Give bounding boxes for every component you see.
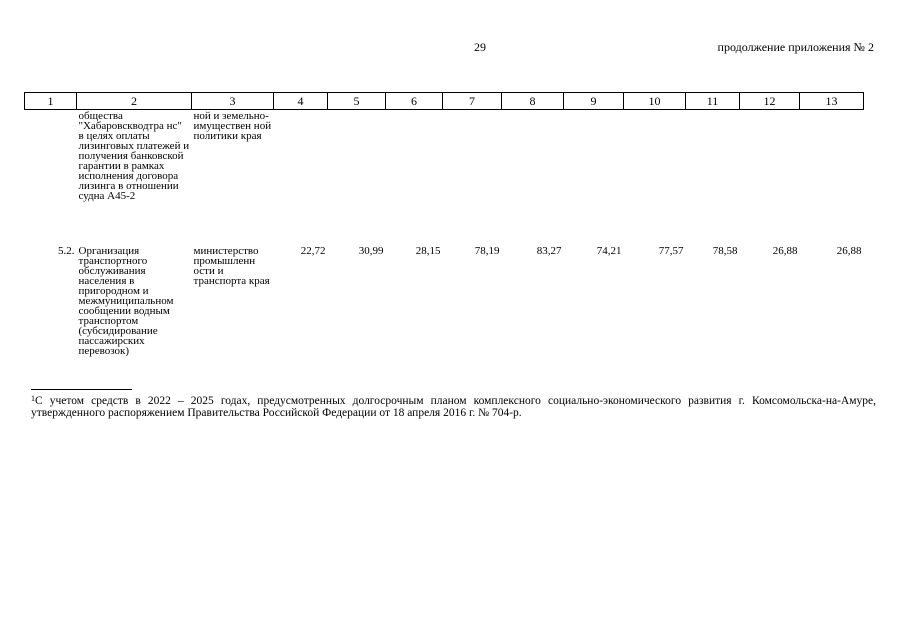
column-header-row (25, 93, 864, 110)
column-header: 2 (77, 93, 192, 110)
column-header: 9 (564, 93, 624, 110)
value-cell: 77,57 (658, 245, 684, 257)
row-number: 5.2. (58, 245, 75, 257)
value-cell (624, 110, 686, 243)
column-header: 3 (192, 93, 274, 110)
executor: ной и земельно-имуществен ной политики края (193, 110, 272, 142)
column-header: 13 (800, 93, 864, 110)
value-cell (502, 110, 564, 243)
value-cell: 28,15 (415, 245, 441, 257)
footnote-text: С учетом средств в 2022 – 2025 годах, предусмотренных долгосрочным планом комплексного социально-экономического развития г. Комсомольска-на-Амуре, утвержденного распоряжением Правительства Российской Федерации от 18 апреля 2016 г. № 704-р. (31, 395, 876, 419)
program-table (24, 92, 864, 356)
column-header: 6 (386, 93, 443, 110)
value-cell (386, 110, 443, 243)
footnote-marker: 1 (31, 394, 35, 403)
row-number (25, 110, 77, 243)
column-header: 10 (624, 93, 686, 110)
value-cell (443, 110, 502, 243)
value-cell (686, 110, 740, 243)
value-cell: 74,21 (596, 245, 622, 257)
executor: министерство промышленн ости и транспорта края (193, 245, 270, 287)
column-header: 8 (502, 93, 564, 110)
measure-name: общества "Хабаровскводтра нс" в целях оплаты лизинговых платежей и получения банковской гарантии в рамках исполнения договора лизинга в отношении судна А45-2 (78, 110, 190, 202)
value-cell (274, 110, 328, 243)
measure-name: Организация транспортного обслуживания населения в пригородном и межмуниципальном сообщении водным транспортом (субсидирование пассажирских перевозок) (78, 245, 174, 357)
column-header: 1 (25, 93, 77, 110)
column-header: 4 (274, 93, 328, 110)
value-cell (740, 110, 800, 243)
value-cell: 26,88 (772, 245, 798, 257)
column-header: 7 (443, 93, 502, 110)
footnote (31, 395, 876, 419)
value-cell: 26,88 (836, 245, 862, 257)
value-cell: 22,72 (300, 245, 326, 257)
value-cell (328, 110, 386, 243)
table-row (25, 242, 864, 356)
value-cell (564, 110, 624, 243)
table-row (25, 110, 864, 243)
value-cell: 78,19 (474, 245, 500, 257)
continuation-label: продолжение приложения № 2 (717, 40, 874, 54)
column-header: 5 (328, 93, 386, 110)
column-header: 12 (740, 93, 800, 110)
column-header: 11 (686, 93, 740, 110)
value-cell: 78,58 (712, 245, 738, 257)
value-cell: 83,27 (536, 245, 562, 257)
footnote-divider (31, 389, 132, 390)
value-cell (800, 110, 864, 243)
page-number: 29 (474, 40, 486, 54)
value-cell: 30,99 (358, 245, 384, 257)
